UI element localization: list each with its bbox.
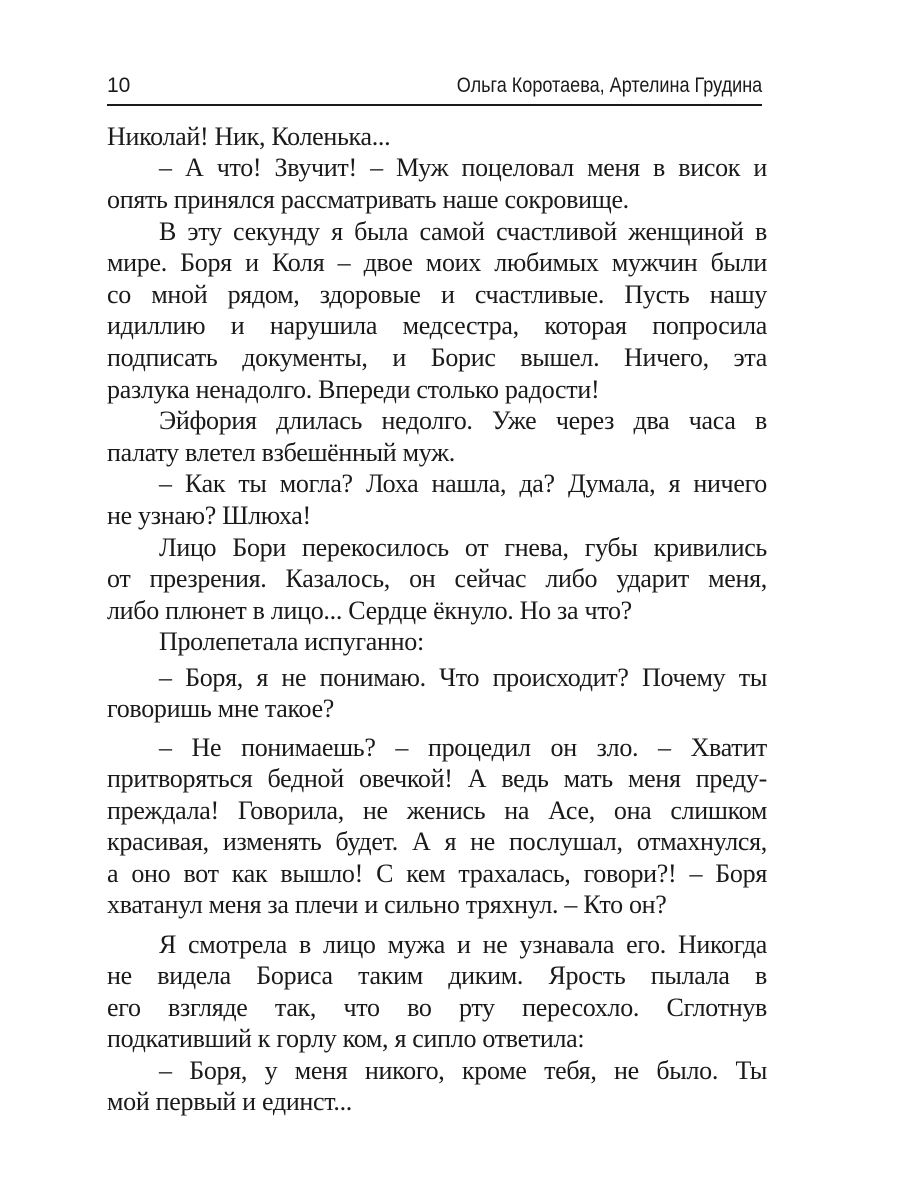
text-line: Лицо Бори перекосилось от гнева, губы кривились — [159, 533, 767, 562]
text-line: разлука ненадолго. Впереди столько радости! — [107, 375, 600, 404]
text-line: подкативший к горлу ком, я сипло ответила: — [107, 1024, 585, 1053]
text-line: его взгляде так, что во рту пересохло. Сглотнув — [107, 993, 767, 1022]
running-head-authors: Ольга Коротаева, Артелина Грудина — [456, 74, 762, 97]
text-line: преждала! Говорила, не женись на Асе, она слишком — [107, 796, 767, 825]
text-line: мой первый и единст... — [107, 1087, 352, 1116]
text-line: со мной рядом, здоровые и счастливые. Пусть нашу — [107, 280, 767, 309]
text-line: – Боря, я не понимаю. Что происходит? Почему ты — [159, 663, 767, 692]
page-header — [107, 72, 762, 102]
text-line: Николай! Ник, Коленька... — [107, 122, 391, 151]
page-number: 10 — [107, 74, 131, 97]
text-line: Я смотрела в лицо мужа и не узнавала его. Никогда — [159, 930, 767, 959]
text-line: – А что! Звучит! – Муж поцеловал меня в висок и — [159, 153, 767, 182]
text-line: подписать документы, и Борис вышел. Ничего, эта — [107, 343, 767, 372]
text-line: хватанул меня за плечи и сильно тряхнул. – Кто он? — [107, 890, 667, 919]
text-line: – Боря, у меня никого, кроме тебя, не было. Ты — [159, 1056, 767, 1085]
header-rule — [107, 104, 762, 106]
text-line: палату влетел взбешённый муж. — [107, 438, 455, 467]
text-line: опять принялся рассматривать наше сокровище. — [107, 185, 629, 214]
text-line: а оно вот как вышло! С кем трахалась, говори?! – Боря — [107, 859, 767, 888]
text-line: – Как ты могла? Лоха нашла, да? Думала, я ничего — [159, 469, 767, 498]
text-line: говоришь мне такое? — [107, 694, 335, 723]
text-line: – Не понимаешь? – процедил он зло. – Хватит — [159, 733, 767, 762]
text-line: В эту секунду я была самой счастливой женщиной в — [159, 217, 767, 246]
text-line: от презрения. Казалось, он сейчас либо ударит меня, — [107, 564, 767, 593]
text-line: притворяться бедной овечкой! А ведь мать меня преду- — [107, 764, 767, 793]
text-line: мире. Боря и Коля – двое моих любимых мужчин были — [107, 248, 767, 277]
text-line: Пролепетала испуганно: — [159, 627, 424, 656]
text-line: идиллию и нарушила медсестра, которая попросила — [107, 311, 767, 340]
text-line: Эйфория длилась недолго. Уже через два часа в — [159, 406, 767, 435]
text-line: красивая, изменять будет. А я не послушал, отмахнулся, — [107, 827, 767, 856]
text-line: не видела Бориса таким диким. Ярость пылала в — [107, 961, 767, 990]
text-line: либо плюнет в лицо... Сердце ёкнуло. Но за что? — [107, 596, 632, 625]
text-line: не узнаю? Шлюха! — [107, 501, 311, 530]
